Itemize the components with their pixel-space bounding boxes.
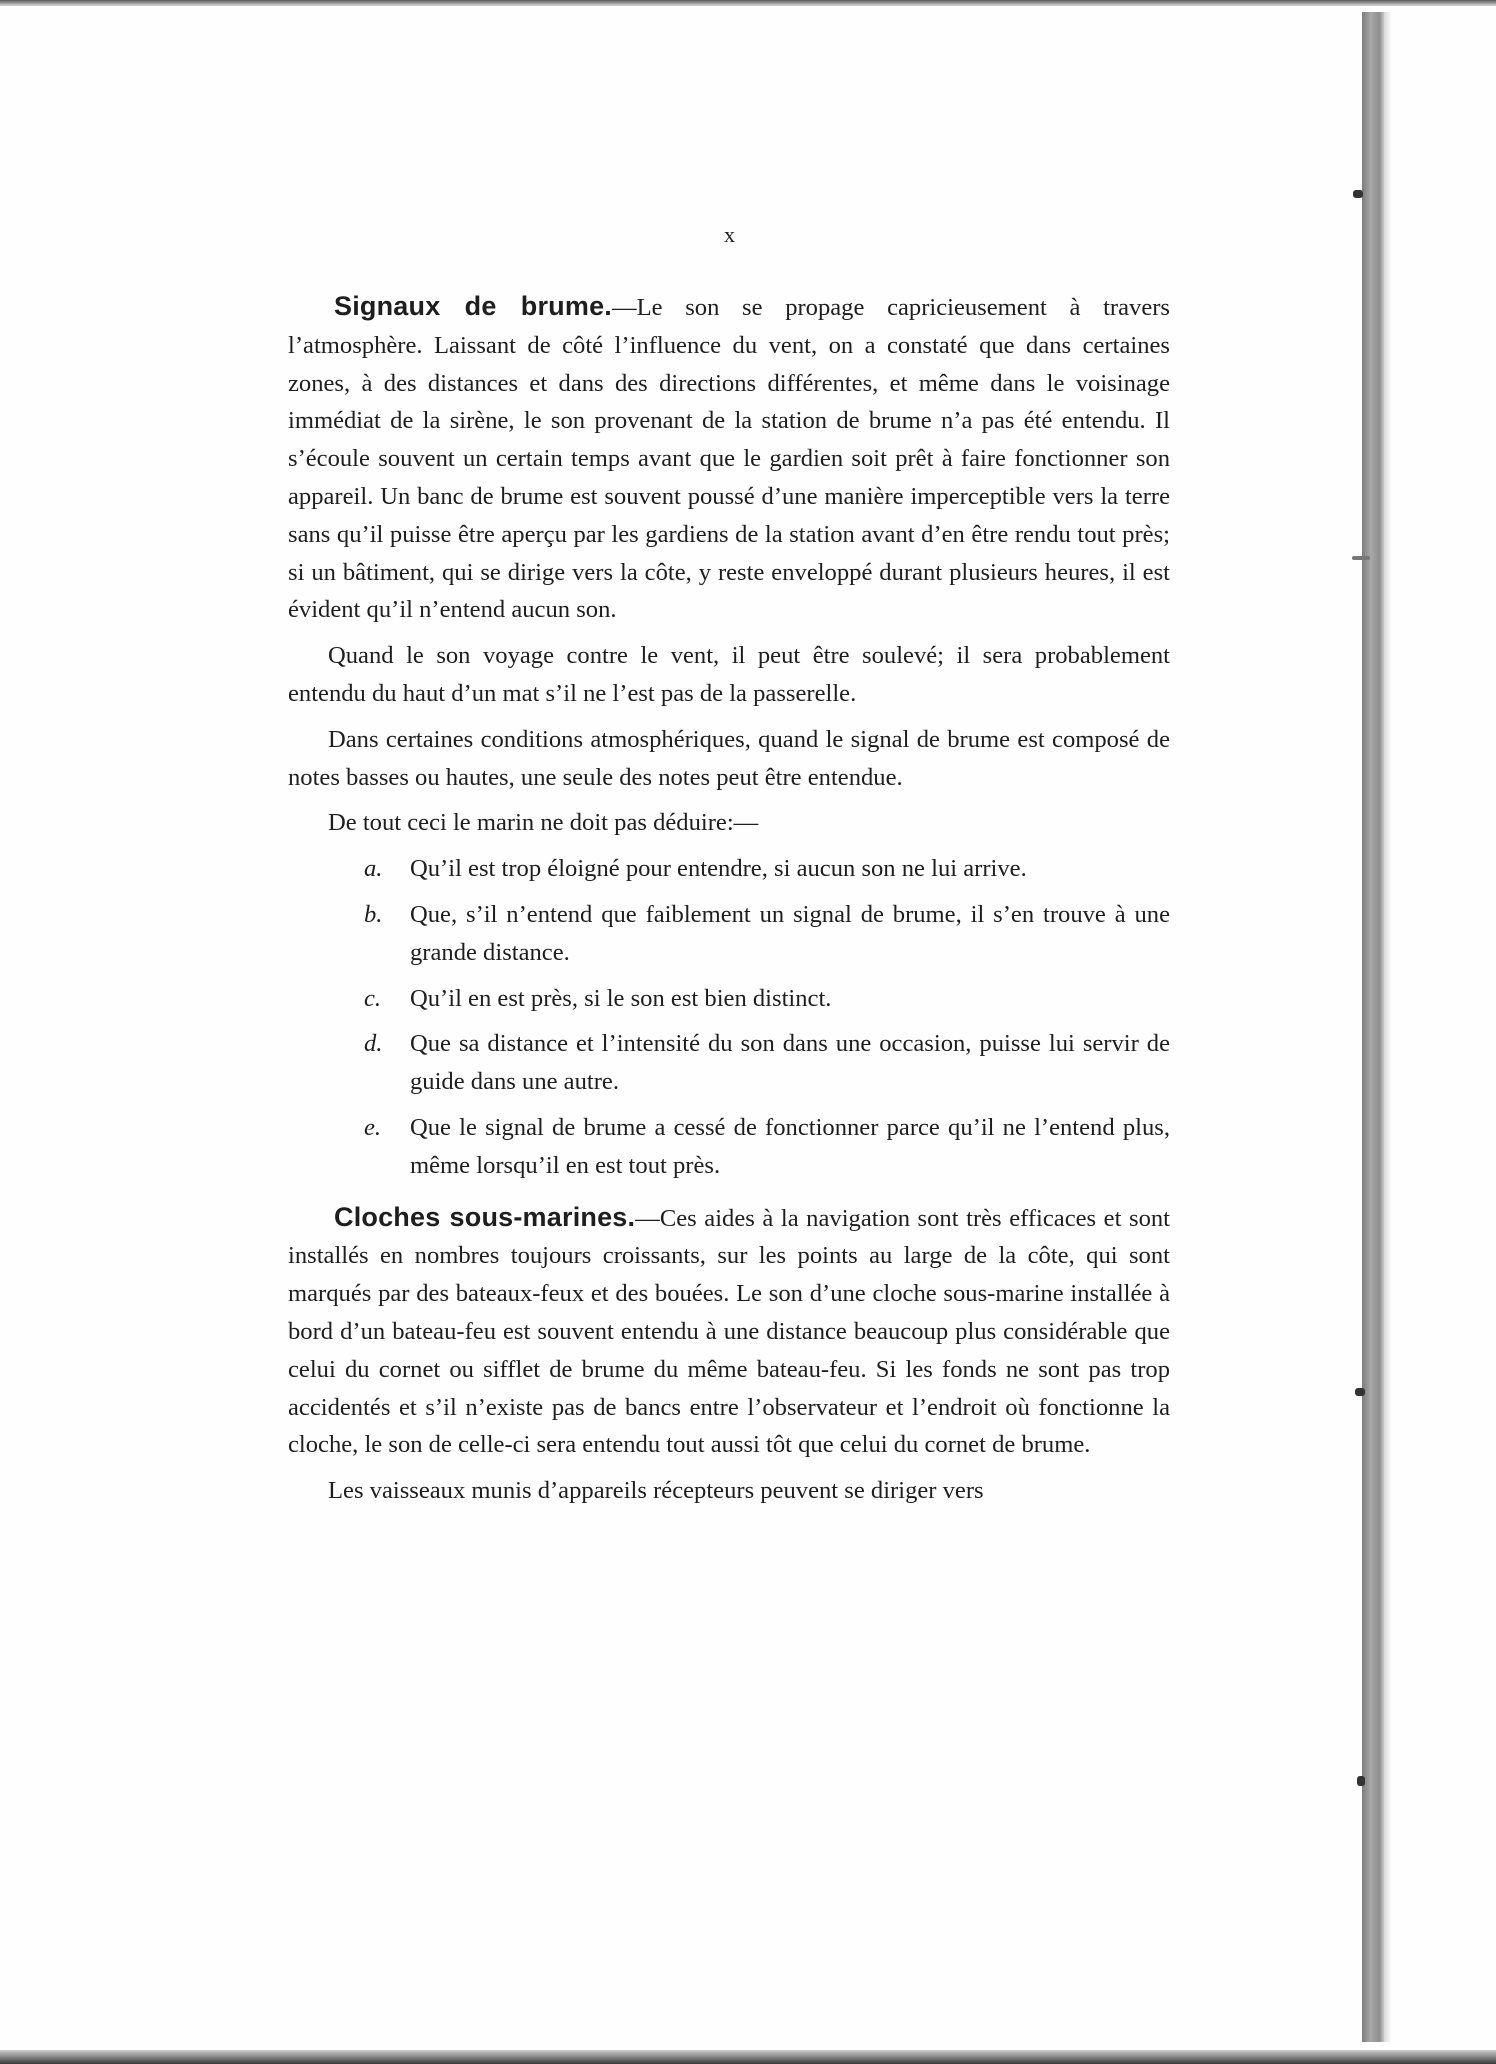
- paragraph: Les vaisseaux munis d’appareils récepteurs peuvent se diriger vers: [328, 1477, 984, 1505]
- list-text: Qu’il en est près, si le son est bien distinct.: [410, 984, 832, 1012]
- section-submarine-bells-intro: [288, 1199, 1170, 1465]
- spine-mark: [1357, 1776, 1365, 1786]
- spine-mark: [1352, 556, 1370, 560]
- list-item: [288, 896, 1170, 972]
- section-fog-signals-intro: [288, 288, 1170, 629]
- list-text: Que le signal de brume a cessé de fonctionner parce qu’il ne l’entend plus, même lorsqu’il en est tout près.: [410, 1113, 1170, 1179]
- paragraph-text: —Le son se propage capricieusement à travers l’atmosphère. Laissant de côté l’influence du vent, on a constaté que dans certaines zones, à des distances et dans des directions différentes, et même dans le voisinage immédiat de la sirène, le son provenant de la station de brume n’a pas été entendu. Il s’écoule souvent un certain temps avant que le gardien soit prêt à faire fonctionner son appareil. Un banc de brume est souvent poussé d’une manière imperceptible vers la terre sans qu’il puisse être aperçu par les gardiens de la station avant d’en être rendu tout près; si un bâtiment, qui se dirige vers la côte, y reste enveloppé durant plusieurs heures, il est évident qu’il n’entend aucun son.: [288, 294, 1171, 624]
- list-text: Que, s’il n’entend que faiblement un signal de brume, il s’en trouve à une grande distance.: [410, 900, 1170, 966]
- book-spine-shadow: [1362, 12, 1384, 2042]
- spine-mark: [1355, 1388, 1365, 1396]
- list-item: [288, 1025, 1170, 1101]
- list-item: [288, 1109, 1170, 1185]
- list-letter: b.: [364, 900, 383, 928]
- list-item: [288, 850, 1170, 888]
- list-letter: d.: [364, 1030, 383, 1058]
- list-item: [288, 980, 1170, 1018]
- list-text: Qu’il est trop éloigné pour entendre, si aucun son ne lui arrive.: [410, 855, 1027, 883]
- document-body: [288, 288, 1170, 1518]
- list-letter: a.: [364, 855, 383, 883]
- page-number: x: [724, 222, 736, 247]
- paragraph: Quand le son voyage contre le vent, il peut être soulevé; il sera probablement entendu du haut d’un mat s’il ne l’est pas de la passerelle.: [288, 642, 1170, 707]
- scan-bottom-edge: [0, 2050, 1496, 2064]
- list-letter: c.: [364, 984, 382, 1012]
- spine-gradient: [1384, 12, 1392, 2042]
- list-letter: e.: [364, 1113, 382, 1141]
- spine-mark: [1353, 190, 1363, 198]
- section-heading-submarine-bells: Cloches sous-marines.: [334, 1201, 636, 1232]
- scan-top-edge: [0, 0, 1496, 6]
- paragraph-text: —Ces aides à la navigation sont très efficaces et sont installés en nombres toujours croissants, sur les points au large de la côte, qui sont marqués par des bateaux-feux et des bouées. Le son d’une cloche sous-marine installée à bord d’un bateau-feu est souvent entendu à une distance beaucoup plus considérable que celui du cornet ou sifflet de brume du même bateau-feu. Si les fonds ne sont pas trop accidentés et s’il n’existe pas de bancs entre l’observateur et l’endroit où fonctionne la cloche, le son de celle-ci sera entendu tout aussi tôt que celui du cornet de brume.: [288, 1204, 1170, 1459]
- section-heading-fog-signals: Signaux de brume.: [334, 291, 612, 321]
- paragraph: De tout ceci le marin ne doit pas déduire:—: [328, 809, 759, 837]
- list-text: Que sa distance et l’intensité du son dans une occasion, puisse lui servir de guide dans une autre.: [410, 1030, 1170, 1096]
- paragraph: Dans certaines conditions atmosphériques, quand le signal de brume est composé de notes basses ou hautes, une seule des notes peut être entendue.: [288, 725, 1170, 791]
